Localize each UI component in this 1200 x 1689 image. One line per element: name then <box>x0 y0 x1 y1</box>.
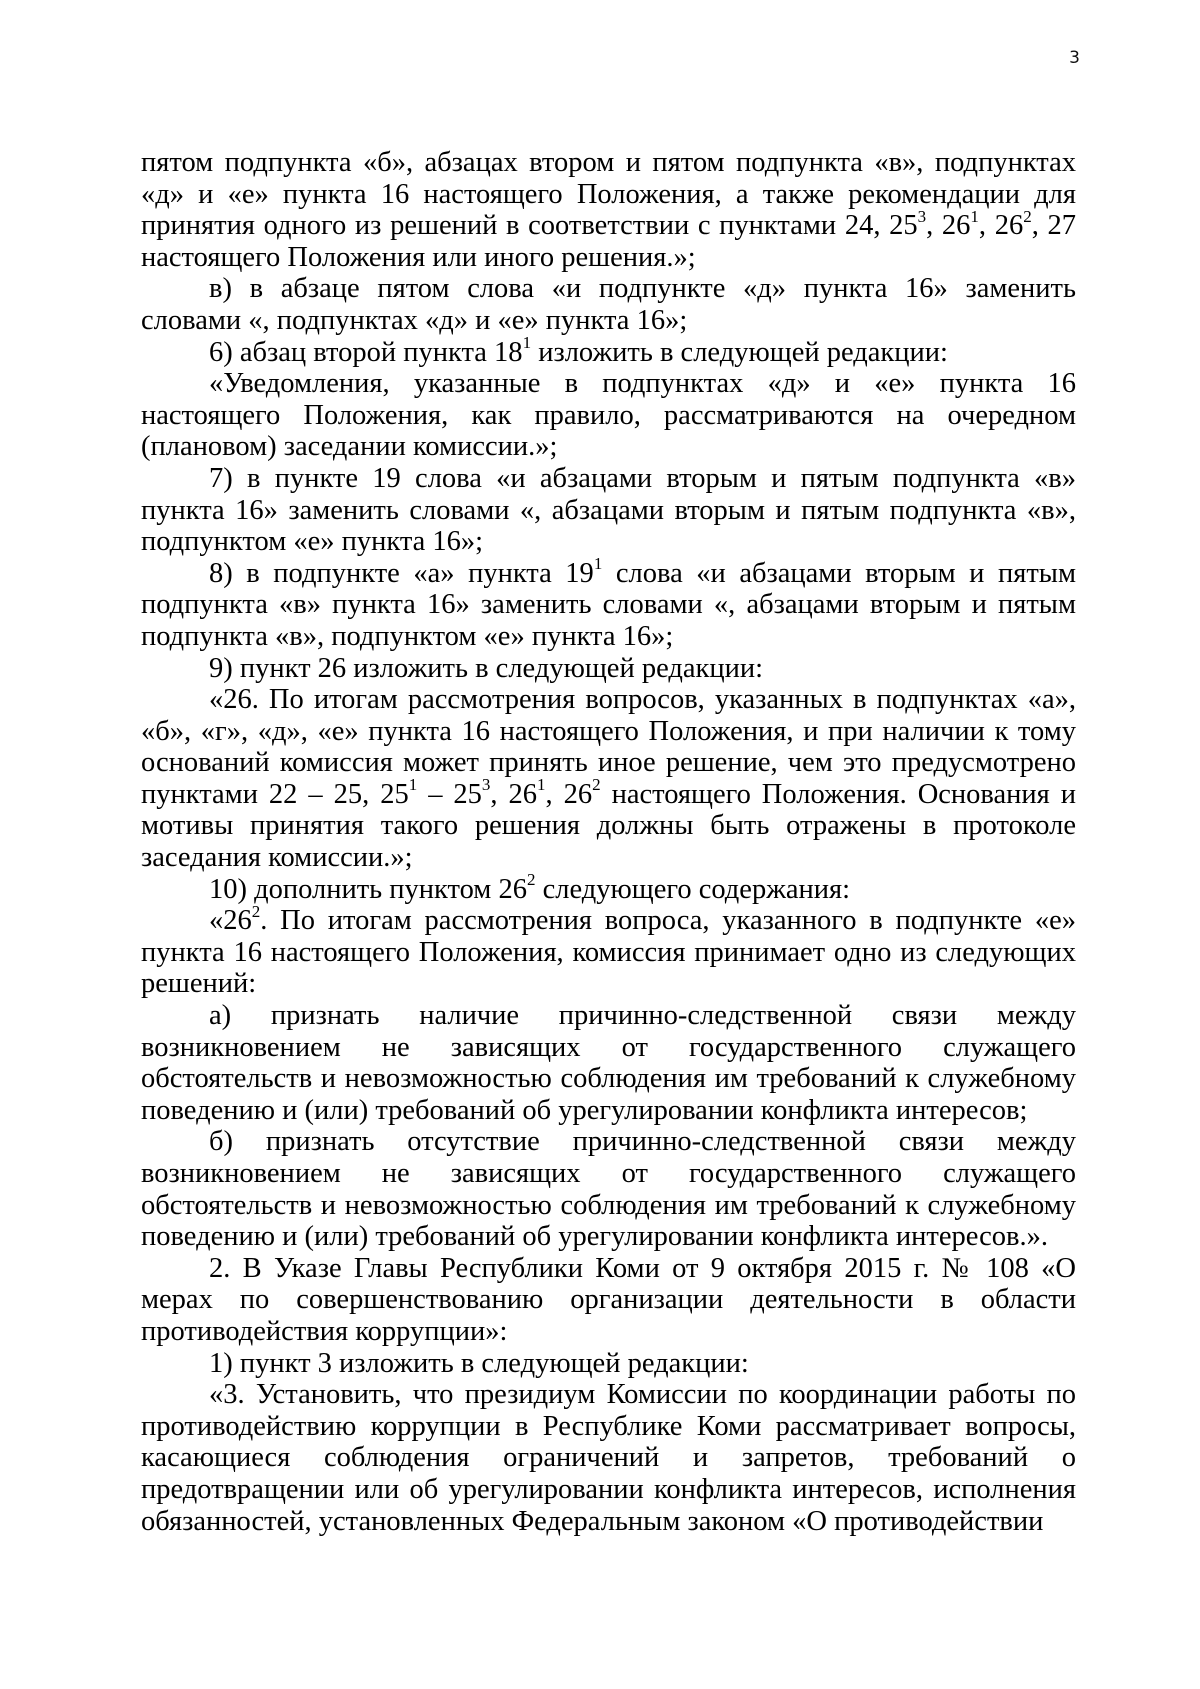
paragraph: 7) в пункте 19 слова «и абзацами вторым и пятым подпункта «в» пункта 16» заменить словами «, абзацами вторым и пятым подпункта «в», подпунктом «е» пункта 16»; <box>141 462 1076 558</box>
paragraph: «$26^2$. По итогам рассмотрения вопроса, указанного в подпункте «е» пункта 16 настоящего Положения, комиссия принимает одно из следующих решений: <box>141 901 1076 1000</box>
paragraph: «26. По итогам рассмотрения вопросов, указанных в подпунктах «а», «б», «г», «д», «е» пункта 16 настоящего Положения, и при наличии к тому оснований комиссия может принять иное решение, чем это предусмотрено пунктами 22 – 25, $25^1 - 25^3$, $26^1$, $26^2$ настоящего Положения. Основания и мотивы принятия такого решения должны быть отражены в протоколе заседания комиссии.»; <box>141 684 1076 874</box>
paragraph: а) признать наличие причинно-следственной связи между возникновением не зависящих от государственного служащего обстоятельств и невозможностью соблюдения им требований к служебному поведению и (или) требований об урегулировании конфликта интересов; <box>141 1000 1076 1126</box>
page-number: 3 <box>1069 48 1080 68</box>
paragraph: в) в абзаце пятом слова «и подпункте «д» пункта 16» заменить словами «, подпунктах «д» и «е» пункта 16»; <box>141 273 1076 336</box>
paragraph: пятом подпункта «б», абзацах втором и пятом подпункта «в», подпунктах «д» и «е» пункта 16 настоящего Положения, а также рекомендации для принятия одного из решений в соответствии с пунктами 24, $25^3$, $26^1$, $26^2$, 27 настоящего Положения или иного решения.»; <box>141 147 1076 273</box>
paragraph: 8) в подпункте «а» пункта $19^1$ слова «и абзацами вторым и пятым подпункта «в» пункта 16» заменить словами «, абзацами вторым и пятым подпункта «в», подпунктом «е» пункта 16»; <box>141 554 1076 652</box>
paragraph: «Уведомления, указанные в подпунктах «д» и «е» пункта 16 настоящего Положения, как правило, рассматриваются на очередном (плановом) заседании комиссии.»; <box>141 368 1076 463</box>
paragraph: 9) пункт 26 изложить в следующей редакции: <box>209 652 764 684</box>
paragraph: 6) абзац второй пункта $18^1$ изложить в следующей редакции: <box>209 333 948 368</box>
paragraph: 1) пункт 3 изложить в следующей редакции: <box>209 1347 749 1379</box>
paragraph: 2. В Указе Главы Республики Коми от 9 октября 2015 г. № 108 «О мерах по совершенствованию организации деятельности в области противодействия коррупции»: <box>141 1252 1076 1347</box>
paragraph: б) признать отсутствие причинно-следственной связи между возникновением не зависящих от государственного служащего обстоятельств и невозможностью соблюдения им требований к служебному поведению и (или) требований об урегулировании конфликта интересов.». <box>141 1126 1076 1253</box>
paragraph: 10) дополнить пунктом $26^2$ следующего содержания: <box>209 870 851 905</box>
document-body <box>141 147 1076 1537</box>
paragraph: «3. Установить, что президиум Комиссии по координации работы по противодействию коррупции в Республике Коми рассматривает вопросы, касающиеся соблюдения ограничений и запретов, требований о предотвращении или об урегулировании конфликта интересов, исполнения обязанностей, установленных Федеральным законом «О противодействии <box>141 1379 1076 1537</box>
